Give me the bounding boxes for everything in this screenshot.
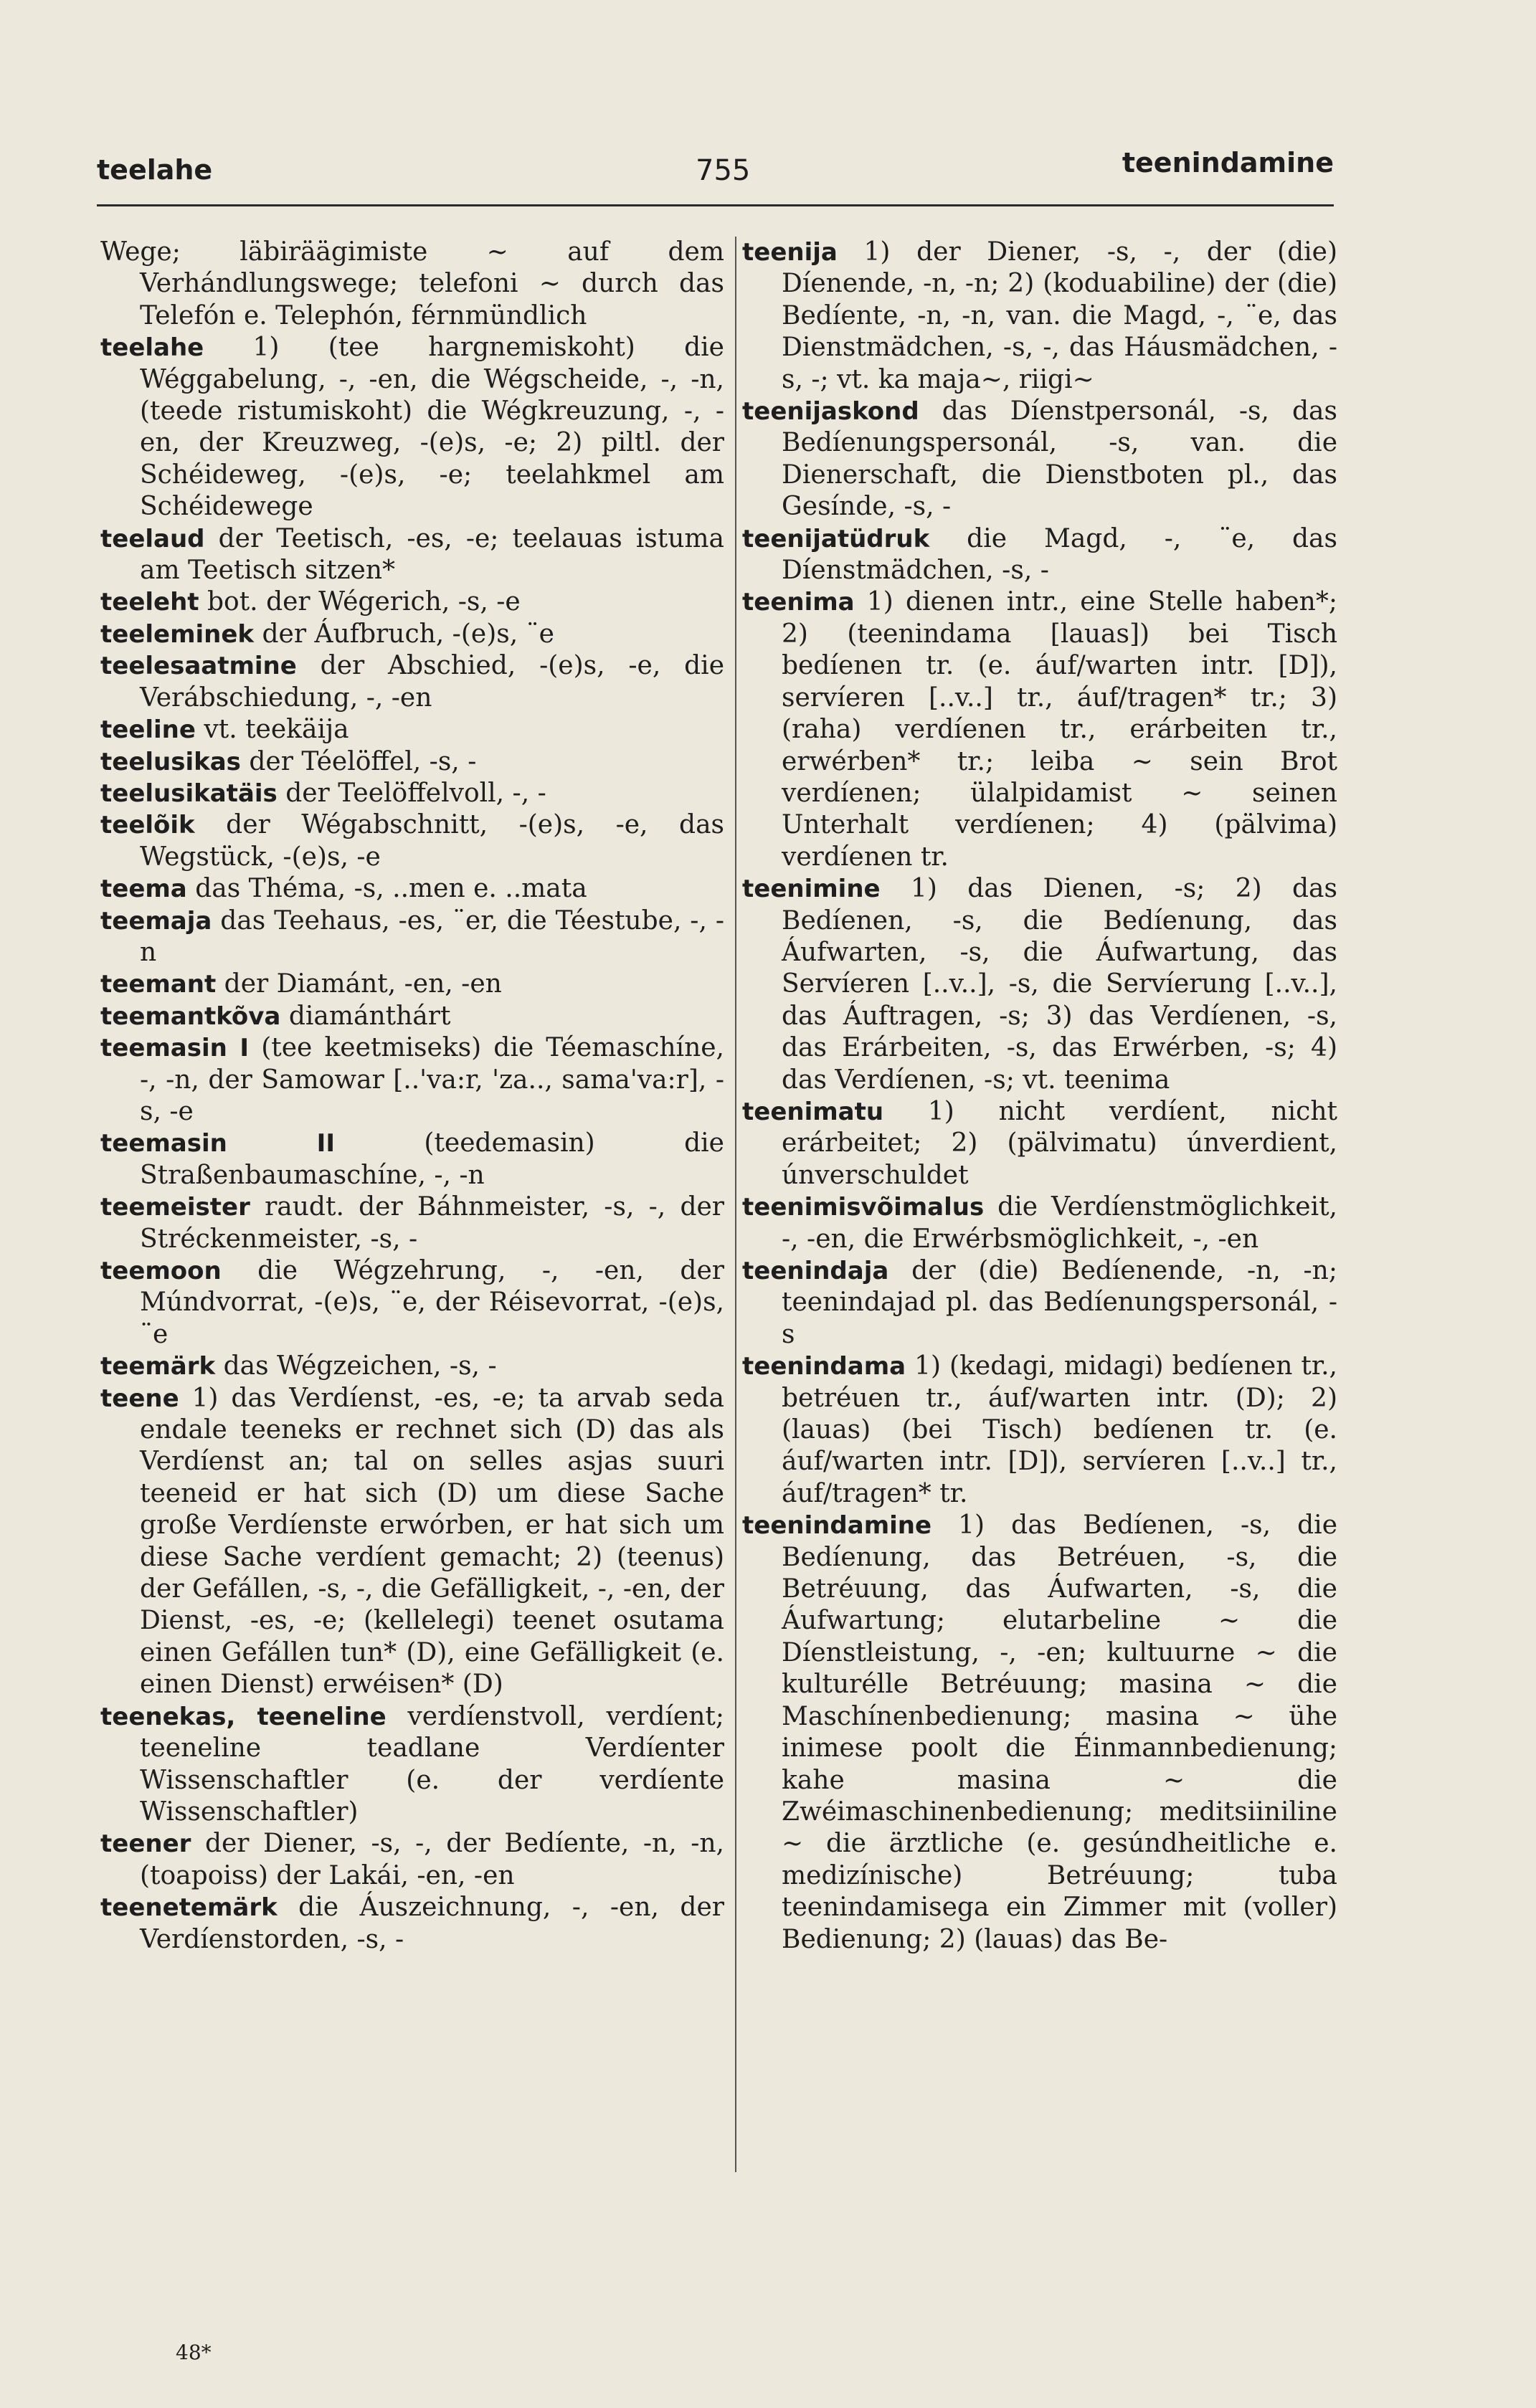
entry-headword: teenetemärk — [100, 1893, 278, 1923]
entry-definition: das Wégzeichen, -s, - — [215, 1351, 497, 1381]
entry-headword: teemant — [100, 970, 217, 999]
entry-definition: der (die) Bedíenende, -n, -n; teenindajad pl. das Bedíenungspersonál, -s — [782, 1256, 1337, 1349]
entry-definition: 1) (tee hargnemiskoht) die Wéggabelung, -, -en, die Wégscheide, -, -n, (teede ristumiskoht) die Wégkreuzung, -, -en, der Kreuzweg, -(e)s, -e; 2) piltl. der Schéideweg, -(e)s, -e; teelahkmel am Schéidewege — [140, 333, 724, 522]
page-header — [97, 147, 1334, 211]
entry-definition: 1) nicht verdíent, nicht erárbeitet; 2) (pälvimatu) únverdient, únverschuldet — [782, 1096, 1337, 1190]
dictionary-entry — [100, 1383, 724, 1701]
entry-headword: teenijatüdruk — [742, 524, 930, 553]
entry-definition: vt. teekäija — [195, 715, 349, 745]
entry-definition: die Áuszeichnung, -, -en, der Verdíenstorden, -s, - — [140, 1893, 724, 1954]
entry-headword: teema — [100, 875, 187, 904]
dictionary-entry — [742, 1191, 1337, 1255]
entry-definition: die Magd, -, ¨e, das Díenstmädchen, -s, - — [782, 523, 1337, 586]
right-column — [742, 237, 1337, 1956]
entry-headword: teelõik — [100, 811, 195, 840]
entry-definition: das Díenstpersonál, -s, das Bedíenungspersonál, -s, van. die Dienerschaft, die Dienstboten pl., das Gesínde, -s, - — [782, 396, 1337, 522]
entry-headword: teenindama — [742, 1352, 906, 1381]
entry-headword: teemeister — [100, 1193, 250, 1222]
header-rule — [97, 204, 1334, 206]
dictionary-entry — [100, 1892, 724, 1956]
entry-definition: der Áufbruch, -(e)s, ¨e — [254, 619, 554, 649]
page-number: 755 — [696, 154, 751, 187]
entry-headword: teelahe — [100, 333, 204, 363]
header-left-headword: teelahe — [97, 154, 213, 186]
entry-definition: 1) der Diener, -s, -, der (die) Díenende, -n, -n; 2) (koduabiline) der (die) Bedíente, -n, -n, van. die Magd, -, ¨e, das Dienstmädchen, -s, -, das Háusmädchen, -s, -; vt. ka maja~, riigi~ — [782, 237, 1337, 394]
entry-headword: teemantkõva — [100, 1001, 281, 1031]
entry-headword: teenijaskond — [742, 397, 919, 427]
dictionary-entry — [100, 619, 724, 650]
dictionary-entry — [100, 332, 724, 523]
dictionary-entry — [100, 1828, 724, 1892]
entry-definition: der Teelöffelvoll, -, - — [277, 778, 546, 808]
entry-headword: teenindamine — [742, 1511, 932, 1541]
dictionary-entry — [100, 1032, 724, 1128]
header-right-headword: teenindamine — [1122, 147, 1334, 179]
entry-definition: 1) dienen intr., eine Stelle haben*; 2) (teenindama [lauas]) bei Tisch bedíenen tr. (e. áuf/warten intr. [D]), servíeren [..v..] tr., áuf/tragen* tr.; 3) (raha) verdíenen tr., erárbeiten tr., erwérben* tr.; leiba ~ sein Brot verdíenen; ülalpidamist ~ seinen Unterhalt verdíenen; 4) (pälvima) verdíenen tr. — [782, 587, 1337, 872]
entry-definition: bot. der Wégerich, -s, -e — [199, 587, 521, 617]
entry-headword: teemasin II — [100, 1129, 335, 1158]
dictionary-entry — [742, 237, 1337, 396]
dictionary-entry — [742, 523, 1337, 587]
dictionary-entry — [100, 1255, 724, 1351]
entry-headword: teelusikatäis — [100, 779, 278, 808]
entry-definition: verdíenstvoll, verdíent; teeneline teadlane Verdíenter Wissenschaftler (e. der verdíente Wissenschaftler) — [140, 1701, 724, 1827]
dictionary-entry — [100, 809, 724, 873]
entry-headword: teeleht — [100, 588, 199, 617]
entry-headword: teenimine — [742, 875, 881, 904]
entry-definition: (tee keetmiseks) die Téemaschíne, -, -n, der Samowar [..'va:r, 'za.., sama'va:r], -s, -e — [140, 1033, 725, 1126]
entry-definition: der Teetisch, -es, -e; teelauas istuma am Teetisch sitzen* — [140, 523, 724, 586]
dictionary-entry — [742, 396, 1337, 523]
entry-definition: (teedemasin) die Straßenbaumaschíne, -, -n — [140, 1128, 724, 1190]
dictionary-entry — [100, 237, 724, 332]
entry-headword: teenimatu — [742, 1097, 884, 1126]
entry-headword: teener — [100, 1829, 191, 1859]
dictionary-entry — [100, 969, 724, 1000]
entry-definition: der Wégabschnitt, -(e)s, -e, das Wegstück, -(e)s, -e — [140, 810, 724, 872]
dictionary-entry — [742, 1510, 1337, 1956]
entry-definition: 1) das Dienen, -s; 2) das Bedíenen, -s, die Bedíenung, das Áufwarten, -s, die Áufwartung, das Servíeren [..v..], -s, die Servíerung [..v..], das Áuftragen, -s; 3) das Verdíenen, -s, das Erárbeiten, -s, das Erwérben, -s; 4) das Verdíenen, -s; vt. teenima — [782, 874, 1337, 1095]
column-divider — [735, 237, 736, 2172]
dictionary-entry — [100, 1701, 724, 1829]
printer-signature: 48* — [176, 2341, 212, 2364]
dictionary-entry — [742, 586, 1337, 873]
entry-headword: teenekas, teeneline — [100, 1702, 387, 1731]
entry-definition: 1) (kedagi, midagi) bedíenen tr., betréuen tr., áuf/warten intr. (D); 2) (lauas) (bei Tisch) bedíenen tr. (e. áuf/warten intr. [D]), servíeren [..v..] tr., áuf/tragen* tr. — [782, 1351, 1337, 1508]
entry-headword: teemasin I — [100, 1034, 250, 1063]
entry-headword: teenindaja — [742, 1257, 889, 1285]
entry-definition: das Teehaus, -es, ¨er, die Téestube, -, -n — [140, 905, 724, 967]
entry-headword: teemaja — [100, 906, 212, 936]
dictionary-entry — [100, 778, 724, 809]
entry-headword: teemärk — [100, 1352, 216, 1381]
entry-definition: der Abschied, -(e)s, -e, die Verábschiedung, -, -en — [140, 651, 724, 713]
dictionary-entry — [100, 714, 724, 746]
dictionary-entry — [100, 905, 724, 969]
entry-headword: teelesaatmine — [100, 652, 297, 681]
dictionary-entry — [100, 586, 724, 618]
entry-headword: teelusikas — [100, 747, 241, 776]
dictionary-entry — [742, 1096, 1337, 1191]
dictionary-entry — [742, 1351, 1337, 1510]
entry-headword: teemoon — [100, 1257, 222, 1285]
dictionary-entry — [100, 1001, 724, 1032]
dictionary-entry — [100, 1128, 724, 1191]
entry-headword: teene — [100, 1384, 179, 1413]
entry-headword: teeleminek — [100, 619, 255, 649]
entry-headword: teenimisvõimalus — [742, 1193, 985, 1222]
entry-headword: teeline — [100, 715, 196, 745]
entry-definition: der Diamánt, -en, -en — [216, 969, 502, 999]
left-column — [100, 237, 724, 1956]
dictionary-entry — [100, 1351, 724, 1382]
entry-definition: Wege; läbiräägimiste ~ auf dem Verhándlungswege; telefoni ~ durch das Telefón e. Telephón, férnmündlich — [100, 237, 724, 330]
entry-headword: teenima — [742, 588, 855, 617]
entry-definition: die Verdíenstmöglichkeit, -, -en, die Erwérbsmöglichkeit, -, -en — [782, 1192, 1337, 1254]
entry-definition: das Théma, -s, ..men e. ..mata — [186, 874, 587, 904]
entry-definition: die Wégzehrung, -, -en, der Múndvorrat, -(e)s, ¨e, der Réisevorrat, -(e)s, ¨e — [140, 1256, 724, 1349]
dictionary-entry — [100, 746, 724, 778]
entry-definition: diamánthárt — [280, 1001, 451, 1031]
entry-definition: raudt. der Báhnmeister, -s, -, der Stréckenmeister, -s, - — [140, 1192, 724, 1254]
entry-definition: der Téelöffel, -s, - — [240, 746, 477, 776]
dictionary-entry — [100, 650, 724, 714]
entry-headword: teelaud — [100, 524, 205, 553]
entry-definition: 1) das Bedíenen, -s, die Bedíenung, das Betréuen, -s, die Betréuung, das Áufwarten, -s, die Áufwartung; elutarbeline ~ die Díenstleistung, -, -en; kultuurne ~ die kulturélle Betréuung; masina ~ die Maschínenbedienung; masina ~ ühe inimese poolt die Éinmannbedienung; kahe masina ~ die Zwéimaschinenbedienung; meditsiiniline ~ die ärztliche (e. gesúndheitliche e. medizínische) Betréuung; tuba teenindamisega ein Zimmer mit (voller) Bedienung; 2) (lauas) das Be- — [782, 1510, 1337, 1954]
dictionary-entry — [100, 873, 724, 905]
dictionary-entry — [742, 873, 1337, 1096]
dictionary-entry — [100, 523, 724, 587]
entry-headword: teenija — [742, 238, 838, 267]
dictionary-entry — [742, 1255, 1337, 1351]
entry-definition: der Diener, -s, -, der Bedíente, -n, -n, (toapoiss) der Lakái, -en, -en — [140, 1829, 724, 1890]
dictionary-entry — [100, 1191, 724, 1255]
entry-definition: 1) das Verdíenst, -es, -e; ta arvab seda endale teeneks er rechnet sich (D) das als Verdíenst an; tal on selles asjas suuri teeneid er hat sich (D) um diese Sache große Verdíenste erwórben, er hat sich um diese Sache verdíent gemacht; 2) (teenus) der Gefállen, -s, -, die Gefälligkeit, -, -en, der Dienst, -es, -e; (kellelegi) teenet osutama einen Gefállen tun* (D), eine Gefälligkeit (e. einen Dienst) erwéisen* (D) — [140, 1383, 724, 1700]
